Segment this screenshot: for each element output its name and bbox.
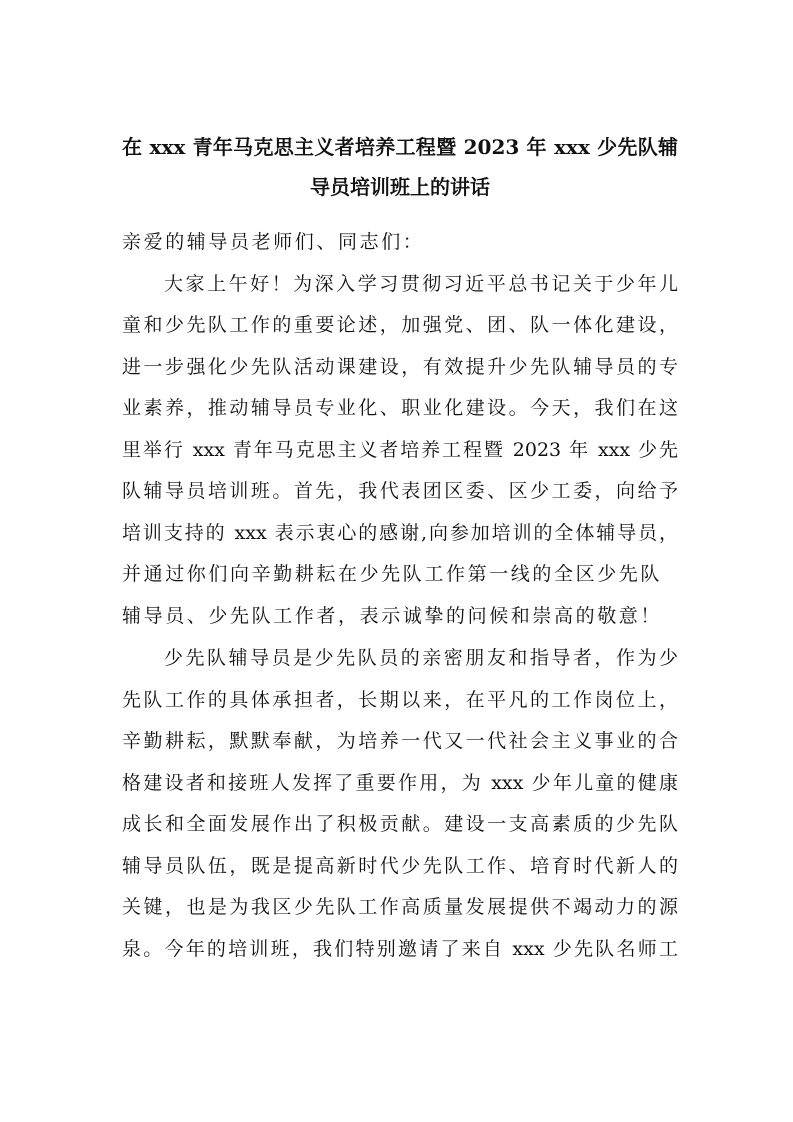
paragraph-line: 少先队辅导员是少先队员的亲密朋友和指导者，作为少 <box>164 647 678 669</box>
paragraph-line: 辛勤耕耘，默默奉献，为培养一代又一代社会主义事业的合 <box>122 730 678 752</box>
greeting: 亲爱的辅导员老师们、同志们： <box>122 231 425 253</box>
document-title-line-2: 导员培训班上的讲话 <box>310 175 490 199</box>
paragraph-line: 辅导员队伍，既是提高新时代少先队工作、培育时代新人的 <box>122 855 678 877</box>
paragraph-line: 先队工作的具体承担者，长期以来，在平凡的工作岗位上， <box>122 689 678 711</box>
paragraph-line: 泉。今年的培训班，我们特别邀请了来自 xxx 少先队名师工 <box>122 938 678 960</box>
paragraph-line: 并通过你们向辛勤耕耘在少先队工作第一线的全区少先队 <box>122 563 663 585</box>
paragraph-line: 大家上午好！为深入学习贯彻习近平总书记关于少年儿 <box>164 273 678 295</box>
paragraph-line: 童和少先队工作的重要论述，加强党、团、队一体化建设， <box>122 314 678 336</box>
paragraph-line: 关键，也是为我区少先队工作高质量发展提供不竭动力的源 <box>122 896 678 918</box>
paragraph-line: 业素养，推动辅导员专业化、职业化建设。今天，我们在这 <box>122 397 678 419</box>
paragraph-line: 成长和全面发展作出了积极贡献。建设一支高素质的少先队 <box>122 813 678 835</box>
document-title-line-1: 在 xxx 青年马克思主义者培养工程暨 2023 年 xxx 少先队辅 <box>122 135 678 159</box>
paragraph-line: 里举行 xxx 青年马克思主义者培养工程暨 2023 年 xxx 少先 <box>122 439 678 461</box>
paragraph-line: 队辅导员培训班。首先，我代表团区委、区少工委，向给予 <box>122 480 678 502</box>
paragraph-line: 培训支持的 xxx 表示衷心的感谢,向参加培训的全体辅导员， <box>122 522 678 544</box>
paragraph-line: 辅导员、少先队工作者，表示诚挚的问候和崇高的敬意！ <box>122 605 663 627</box>
paragraph-line: 进一步强化少先队活动课建设，有效提升少先队辅导员的专 <box>122 356 678 378</box>
paragraph-line: 格建设者和接班人发挥了重要作用，为 xxx 少年儿童的健康 <box>122 772 678 794</box>
